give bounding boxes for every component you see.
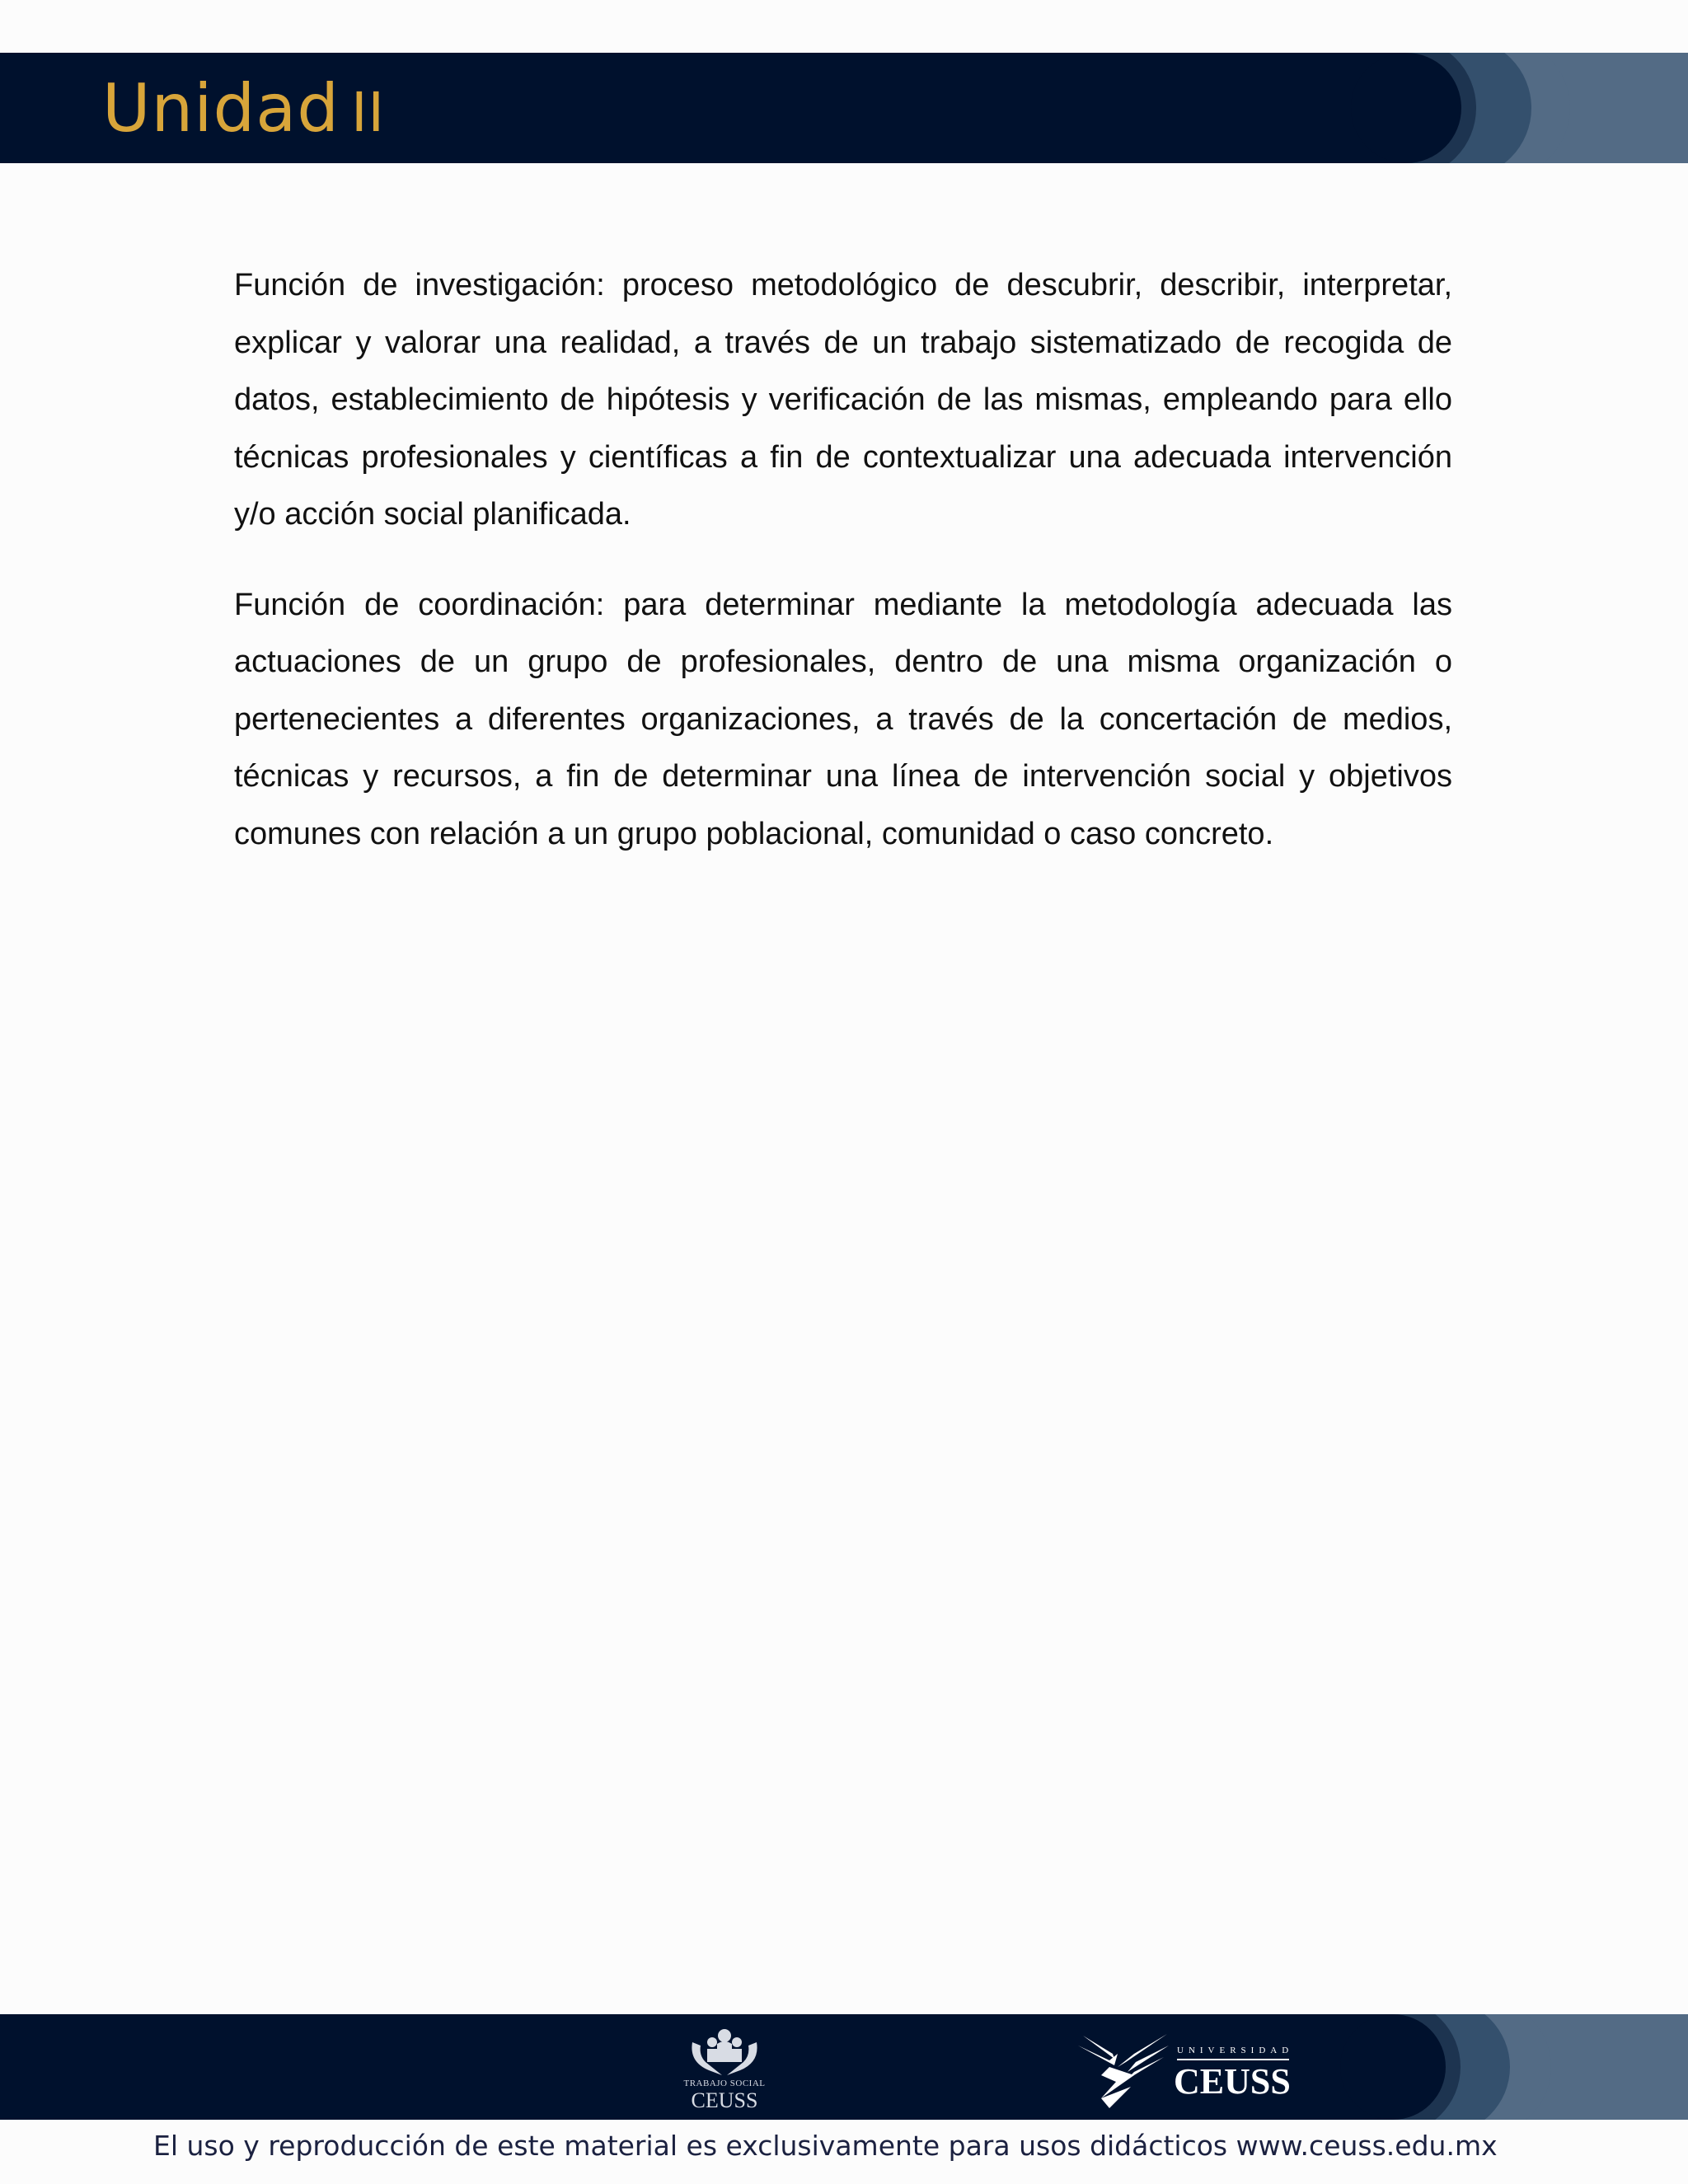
trabajo-social-logo	[681, 2026, 768, 2111]
paragraph-funcion-investigacion: Función de investigación: proceso metodológico de descubrir, describir, interpretar, explicar y valorar una realidad, a través de un trabajo sistematizado de recogida de datos, establecimiento de hipótesis y verificación de las mismas, empleando para ello técnicas profesionales y científicas a fin de contextualizar una adecuada intervención y/o acción social planificada.	[234, 268, 1452, 532]
trabajo-social-logo-caption: TRABAJO SOCIAL	[683, 2079, 766, 2088]
family-hands-icon	[681, 2026, 768, 2079]
universidad-ceuss-logo-caption: UNIVERSIDAD	[1177, 2046, 1294, 2055]
unit-title-word: Unidad	[102, 70, 340, 147]
usage-disclaimer: El uso y reproducción de este material es exclusivamente para usos didácticos www.ceuss.edu.mx	[153, 2130, 1498, 2162]
paragraph-funcion-coordinacion: Función de coordinación: para determinar mediante la metodología adecuada las actuaciones de un grupo de profesionales, dentro de una misma organización o pertenecientes a diferentes organizaciones, a través de la concertación de medios, técnicas y recursos, a fin de determinar una línea de intervención social y objetivos comunes con relación a un grupo poblacional, comunidad o caso concreto.	[234, 587, 1452, 851]
footer-circles-decoration	[0, 2014, 1688, 2120]
main-content	[234, 257, 1452, 896]
unit-title-numeral: II	[351, 81, 386, 144]
header-band	[0, 53, 1688, 163]
trabajo-social-logo-name: CEUSS	[691, 2088, 758, 2112]
eagle-icon	[1076, 2029, 1174, 2111]
unit-title	[102, 70, 386, 147]
footer-band	[0, 2014, 1688, 2120]
universidad-ceuss-logo	[1076, 2029, 1294, 2111]
universidad-ceuss-logo-name: CEUSS	[1174, 2061, 1291, 2102]
